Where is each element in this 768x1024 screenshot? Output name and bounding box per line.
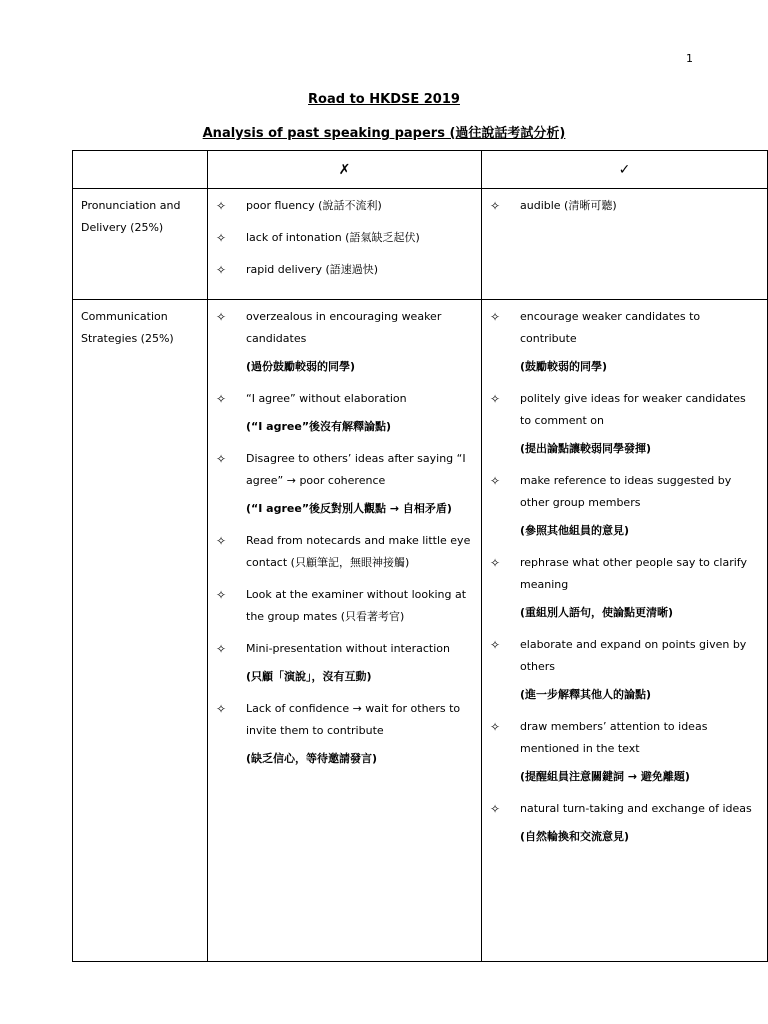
table-row	[73, 300, 768, 962]
bad-point-item	[216, 584, 473, 628]
good-point-text: rephrase what other people say to clarify meaning	[520, 556, 747, 591]
header-blank-cell	[73, 151, 208, 189]
bad-point-text: overzealous in encouraging weaker candidates	[246, 310, 442, 345]
good-point-translation: (鼓勵較弱的同學)	[520, 360, 608, 373]
good-point-text: politely give ideas for weaker candidates to comment on	[520, 392, 746, 427]
bad-point-item	[216, 227, 473, 249]
diamond-bullet-icon: ✧	[490, 556, 501, 570]
diamond-bullet-icon: ✧	[216, 702, 227, 716]
diamond-bullet-icon: ✧	[490, 720, 501, 734]
diamond-bullet-icon: ✧	[216, 588, 227, 602]
good-point-translation: (提醒組員注意關鍵詞 → 避免離題)	[520, 770, 690, 783]
good-point-item	[490, 798, 759, 848]
diamond-bullet-icon: ✧	[490, 638, 501, 652]
good-point-translation: (提出論點讓較弱同學發揮)	[520, 442, 652, 455]
good-point-text: elaborate and expand on points given by others	[520, 638, 747, 673]
table-row	[73, 189, 768, 300]
bad-point-translation: (“I agree”後沒有解釋論點)	[246, 420, 392, 433]
bad-point-item	[216, 448, 473, 520]
bad-point-item	[216, 195, 473, 217]
bad-point-text: Mini-presentation without interaction	[246, 642, 451, 655]
diamond-bullet-icon: ✧	[216, 642, 227, 656]
diamond-bullet-icon: ✧	[490, 802, 501, 816]
page-number: 1	[686, 52, 693, 65]
bad-point-item	[216, 638, 473, 688]
diamond-bullet-icon: ✧	[216, 310, 227, 324]
bad-points-list	[208, 300, 481, 788]
category-label: Communication Strategies (25%)	[81, 310, 174, 345]
good-point-item	[490, 195, 759, 217]
bad-point-translation: (缺乏信心，等待邀請發言)	[246, 752, 378, 765]
bad-points-list	[208, 189, 481, 299]
bad-point-item	[216, 259, 473, 281]
diamond-bullet-icon: ✧	[490, 392, 501, 406]
category-label: Pronunciation and Delivery (25%)	[81, 199, 181, 234]
good-point-translation: (自然輪換和交流意見)	[520, 830, 630, 843]
good-point-text: make reference to ideas suggested by other group members	[520, 474, 732, 509]
bad-point-text: poor fluency (說話不流利)	[246, 199, 382, 212]
bad-point-item	[216, 388, 473, 438]
good-point-translation: (參照其他組員的意見)	[520, 524, 630, 537]
bad-point-translation: (只顧「演說」，沒有互動)	[246, 670, 372, 683]
bad-point-text: rapid delivery (語速過快)	[246, 263, 379, 276]
table-header-row	[73, 151, 768, 189]
diamond-bullet-icon: ✧	[216, 392, 227, 406]
good-point-translation: (進一步解釋其他人的論點)	[520, 688, 652, 701]
document-title: Road to HKDSE 2019	[308, 92, 460, 107]
good-point-text: natural turn-taking and exchange of ideas	[520, 802, 752, 815]
bad-point-item	[216, 306, 473, 378]
good-points-list	[482, 300, 767, 866]
good-point-item	[490, 552, 759, 624]
cross-mark-icon: ✗	[208, 151, 482, 189]
analysis-table	[72, 150, 768, 962]
good-point-item	[490, 306, 759, 378]
bad-point-translation: (“I agree”後反對別人觀點 → 自相矛盾)	[246, 502, 452, 515]
good-point-item	[490, 388, 759, 460]
good-point-item	[490, 716, 759, 788]
bad-point-translation: (過份鼓勵較弱的同學)	[246, 360, 356, 373]
diamond-bullet-icon: ✧	[216, 452, 227, 466]
diamond-bullet-icon: ✧	[490, 474, 501, 488]
bad-point-text: “I agree” without elaboration	[246, 392, 407, 405]
diamond-bullet-icon: ✧	[216, 199, 227, 213]
good-point-text: draw members’ attention to ideas mentioned in the text	[520, 720, 708, 755]
bad-point-text: lack of intonation (語氣缺乏起伏)	[246, 231, 420, 244]
diamond-bullet-icon: ✧	[216, 231, 227, 245]
good-point-text: encourage weaker candidates to contribute	[520, 310, 701, 345]
diamond-bullet-icon: ✧	[490, 199, 501, 213]
document-subtitle: Analysis of past speaking papers (過往說話考試分析)	[202, 126, 566, 141]
good-point-translation: (重組別人語句，使論點更清晰)	[520, 606, 674, 619]
good-point-item	[490, 634, 759, 706]
bad-point-text: Disagree to others’ ideas after saying “I agree” → poor coherence	[246, 452, 466, 487]
bad-point-text: Lack of confidence → wait for others to invite them to contribute	[246, 702, 461, 737]
bad-point-text: Look at the examiner without looking at the group mates (只看著考官)	[246, 588, 467, 623]
diamond-bullet-icon: ✧	[490, 310, 501, 324]
good-point-text: audible (清晰可聽)	[520, 199, 617, 212]
diamond-bullet-icon: ✧	[216, 263, 227, 277]
diamond-bullet-icon: ✧	[216, 534, 227, 548]
good-point-item	[490, 470, 759, 542]
bad-point-item	[216, 530, 473, 574]
check-mark-icon: ✓	[482, 151, 768, 189]
good-points-list	[482, 189, 767, 235]
bad-point-text: Read from notecards and make little eye contact (只顧筆記，無眼神接觸)	[246, 534, 471, 569]
bad-point-item	[216, 698, 473, 770]
